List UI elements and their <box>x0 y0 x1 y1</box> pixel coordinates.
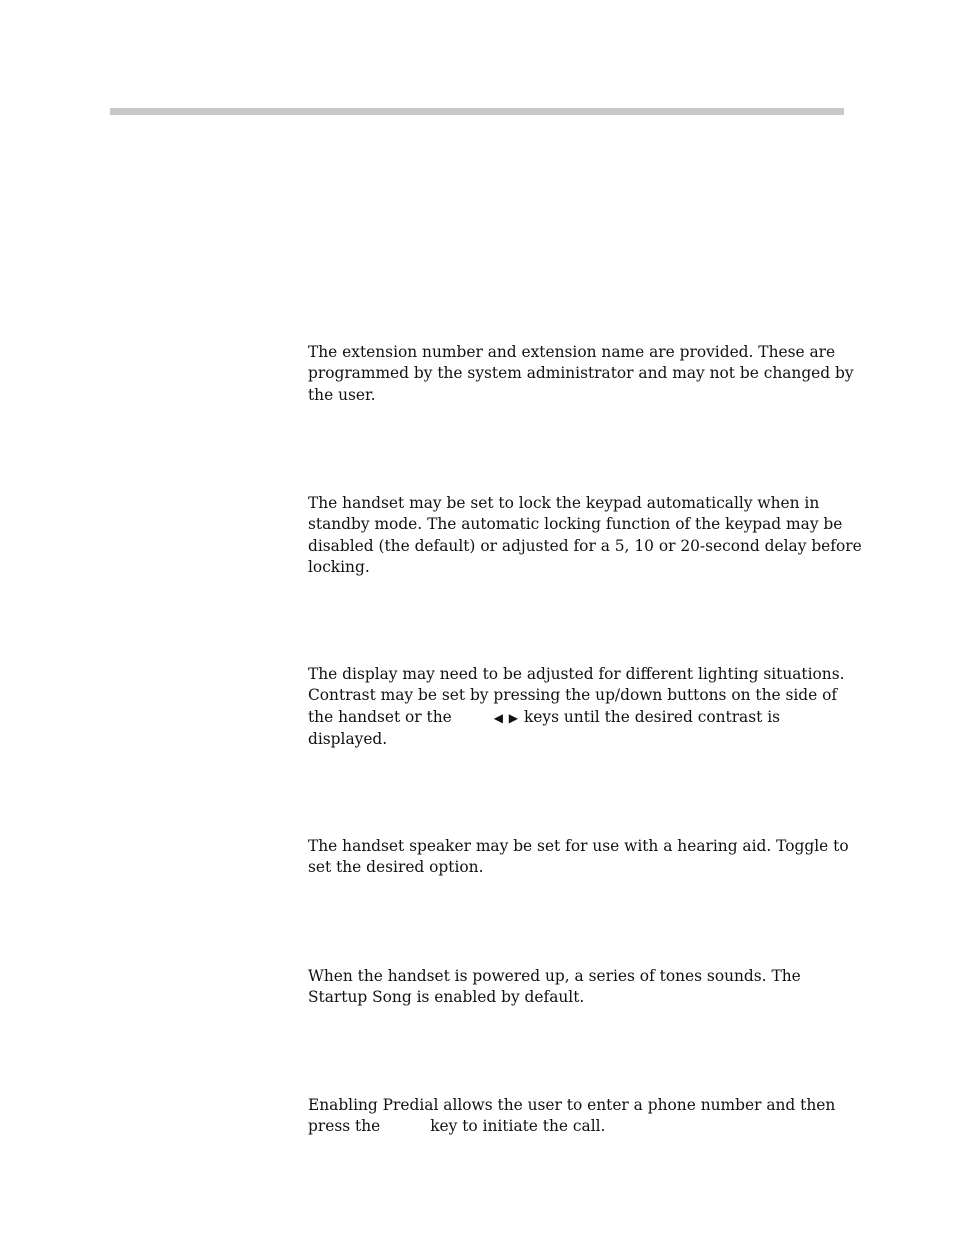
paragraph-line: When the handset is powered up, a series of tones sounds. The <box>308 967 801 985</box>
paragraph-line: The handset speaker may be set for use with a hearing aid. Toggle to <box>308 837 849 855</box>
line-text: press the <box>308 1117 381 1136</box>
paragraph-line: Contrast may be set by pressing the up/down buttons on the side of <box>308 686 838 705</box>
line-text: the handset or the <box>308 707 452 726</box>
paragraph-line: The extension number and extension name are provided. These are <box>308 343 836 361</box>
paragraph-startup-song <box>308 966 848 1009</box>
paragraph-predial <box>308 1095 848 1138</box>
paragraph-extension-info <box>308 342 854 406</box>
paragraph-line: set the desired option. <box>308 858 484 877</box>
paragraph-line: The display may need to be adjusted for different lighting situations. <box>308 665 845 683</box>
line-text: key to initiate the call. <box>430 1117 606 1136</box>
paragraph-line <box>308 1116 848 1137</box>
header-rule <box>110 108 844 115</box>
line-text: keys until the desired contrast is <box>523 707 781 726</box>
paragraph-keypad-lock <box>308 493 862 578</box>
paragraph-line: standby mode. The automatic locking function of the keypad may be <box>308 515 843 534</box>
paragraph-line <box>308 707 848 729</box>
paragraph-line: programmed by the system administrator and may not be changed by <box>308 364 854 383</box>
paragraph-line: the user. <box>308 385 376 404</box>
paragraph-line: disabled (the default) or adjusted for a 5, 10 or 20-second delay before <box>308 536 862 555</box>
left-right-arrow-icons: ◀ ▶ <box>493 710 520 725</box>
paragraph-line: Enabling Predial allows the user to enter a phone number and then <box>308 1096 836 1114</box>
paragraph-line: The handset may be set to lock the keypad automatically when in <box>308 494 820 512</box>
paragraph-line: Startup Song is enabled by default. <box>308 988 585 1007</box>
paragraph-hearing-aid <box>308 836 848 879</box>
paragraph-line: locking. <box>308 557 370 576</box>
paragraph-contrast <box>308 664 848 750</box>
paragraph-line: displayed. <box>308 729 388 748</box>
